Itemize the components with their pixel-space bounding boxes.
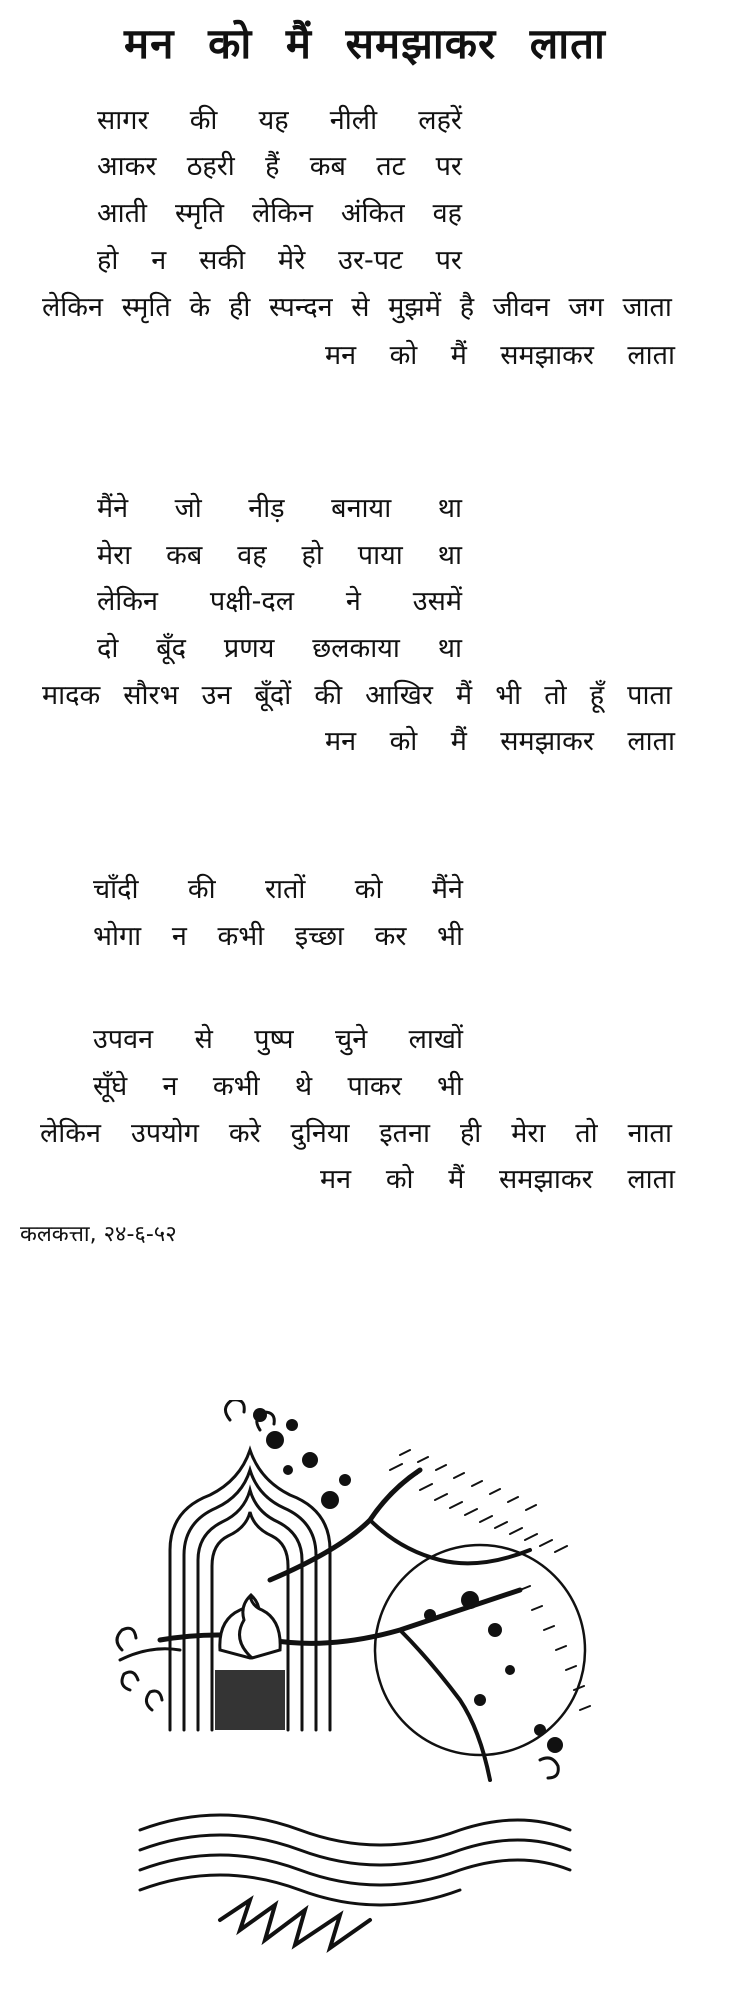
poem-word: मादक [42, 680, 101, 711]
poem-word: लाखों [408, 1024, 463, 1055]
poem-word: नीड़ [248, 493, 285, 524]
poem-word: कब [309, 151, 346, 182]
poem-word: पाता [627, 680, 672, 711]
poem-word: न [171, 921, 187, 952]
poem-word: पक्षी-दल [209, 586, 294, 617]
poem-word: यह [258, 105, 289, 136]
poem-word: लेकिन [97, 586, 159, 617]
poem-word: लेकिन [42, 292, 104, 323]
poem-refrain [325, 339, 675, 373]
poem-word: थे [294, 1071, 313, 1102]
poem-word: भोगा [93, 921, 142, 952]
poem-word: समझाकर [499, 1164, 593, 1195]
poem-word: पर [435, 245, 462, 276]
poem-word: बूँदों [254, 680, 292, 711]
poem-word: से [351, 292, 370, 323]
poem-word: है [459, 292, 475, 323]
poem-word: उपयोग [130, 1118, 199, 1149]
poem-title: मन को मैं समझाकर लाता [124, 19, 606, 68]
poem-word: से [194, 1024, 213, 1055]
poem-word: लाता [627, 340, 675, 371]
poem-line [97, 244, 462, 278]
poem-line [93, 873, 463, 907]
poem-word: स्मृति [121, 292, 171, 323]
poem-word: बूँद [156, 633, 186, 664]
poem-word: मैं [448, 1164, 465, 1195]
poem-word: सकी [199, 245, 246, 276]
two-birds-window-moon-branch-illustration [100, 1400, 620, 1960]
poem-word: हूँ [589, 680, 605, 711]
poem-word: मुझमें [388, 292, 441, 323]
poem-word: ठहरी [186, 151, 235, 182]
poem-word: भी [437, 921, 463, 952]
poem-word: मैंने [97, 493, 129, 524]
poem-word: दुनिया [290, 1118, 350, 1149]
poem-word: ही [459, 1118, 482, 1149]
poem-word: ही [228, 292, 251, 323]
poem-word: को [354, 874, 383, 905]
poem-refrain [325, 725, 675, 759]
poem-word: स्पन्दन [269, 292, 333, 323]
poem-refrain [320, 1163, 675, 1197]
poem-word: समझाकर [500, 340, 594, 371]
poem-word: था [437, 540, 462, 571]
poem-word: मन [325, 340, 357, 371]
poem-word: तो [575, 1118, 598, 1149]
poem-word: छलकाया [312, 633, 400, 664]
poem-word: उपवन [93, 1024, 154, 1055]
poem-word: सागर [97, 105, 149, 136]
poem-word: मन [320, 1164, 352, 1195]
poem-word: लाता [627, 726, 675, 757]
poem-word: मेरा [511, 1118, 546, 1149]
poem-word: की [187, 874, 216, 905]
poem-line [93, 1023, 463, 1057]
poem-word: हो [301, 540, 323, 571]
poem-word: सौरभ [123, 680, 179, 711]
poem-word: बनाया [331, 493, 392, 524]
poem-word: के [189, 292, 211, 323]
poem-word: करे [228, 1118, 261, 1149]
poem-word: लाता [627, 1164, 675, 1195]
poem-word: न [151, 245, 167, 276]
poem-word: जाता [622, 292, 672, 323]
poem-word: मैं [455, 680, 473, 711]
poem-word: भी [436, 1071, 463, 1102]
poem-word: हो [97, 245, 119, 276]
poem-word: की [314, 680, 343, 711]
poem-word: कभी [217, 921, 265, 952]
poem-word: दो [97, 633, 119, 664]
poem-word: इच्छा [294, 921, 344, 952]
poem-word: मेरे [278, 245, 306, 276]
poem-word: लेकिन [40, 1118, 102, 1149]
poem-line [97, 104, 462, 138]
poem-line [40, 1117, 672, 1151]
poem-word: समझाकर [500, 726, 594, 757]
poem-line [97, 492, 462, 526]
poem-word: वह [432, 198, 462, 229]
poem-word: हैं [265, 151, 280, 182]
poem-word: भी [495, 680, 522, 711]
poem-word: पाया [357, 540, 403, 571]
poem-word: जग [568, 292, 604, 323]
poem-word: को [389, 340, 418, 371]
poem-word: अंकित [340, 198, 405, 229]
poem-word: आकर [97, 151, 157, 182]
poem-word: नीली [329, 105, 378, 136]
poem-word: उर-पट [338, 245, 403, 276]
poem-word: तट [376, 151, 406, 182]
poem-word: तो [544, 680, 567, 711]
poem-word: लेकिन [251, 198, 313, 229]
poem-word: को [389, 726, 418, 757]
poem-line [93, 920, 463, 954]
poem-word: वह [237, 540, 267, 571]
poem-line [42, 679, 672, 713]
poem-word: ने [345, 586, 361, 617]
poem-line [97, 539, 462, 573]
poem-word: था [437, 633, 462, 664]
poem-word: मेरा [97, 540, 132, 571]
poem-word: उन [201, 680, 232, 711]
poem-word: मैं [450, 340, 467, 371]
poem-word: चाँदी [93, 874, 139, 905]
poem-word: आखिर [365, 680, 433, 711]
poem-word: कर [374, 921, 407, 952]
poem-word: इतना [379, 1118, 431, 1149]
poem-word: न [162, 1071, 178, 1102]
poem-word: कभी [212, 1071, 260, 1102]
poem-word: पर [435, 151, 462, 182]
poem-word: मैंने [431, 874, 463, 905]
poem-word: लहरें [418, 105, 462, 136]
poem-word: मैं [450, 726, 467, 757]
poem-line [97, 632, 462, 666]
poem-word: सूँघे [93, 1071, 128, 1102]
poem-line [93, 1070, 463, 1104]
poem-line [97, 585, 462, 619]
poem-word: मन [325, 726, 357, 757]
poem-line [97, 197, 462, 231]
poem-word: कब [166, 540, 203, 571]
poem-word: स्मृति [174, 198, 224, 229]
poem-word: प्रणय [223, 633, 275, 664]
poem-word: जो [174, 493, 202, 524]
poem-word: उसमें [412, 586, 462, 617]
poem-word: रातों [264, 874, 306, 905]
poem-word: को [385, 1164, 414, 1195]
poem-word: चुने [335, 1024, 368, 1055]
poem-word: जीवन [492, 292, 550, 323]
poem-word: नाता [627, 1118, 672, 1149]
poem-word: पाकर [347, 1071, 402, 1102]
poem-word: आती [97, 198, 147, 229]
poem-word: था [437, 493, 462, 524]
place-date-signature: कलकत्ता, २४-६-५२ [20, 1222, 177, 1247]
poem-line [42, 291, 672, 325]
poem-word: की [189, 105, 218, 136]
poem-line [97, 150, 462, 184]
poem-word: पुष्प [254, 1024, 294, 1055]
